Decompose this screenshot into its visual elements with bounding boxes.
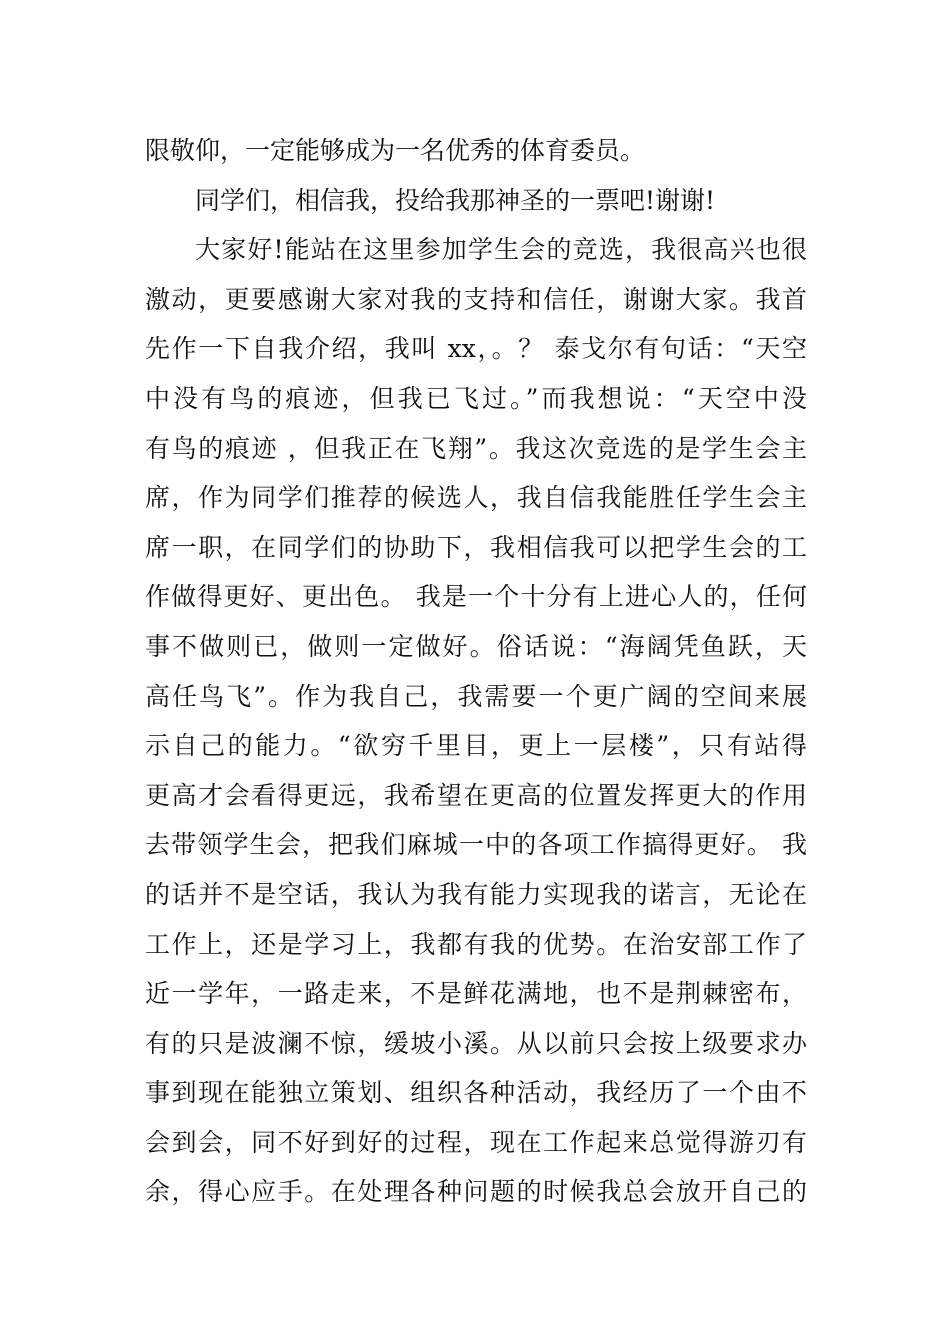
text-line-12: 高任鸟飞”。作为我自己，我需要一个更广阔的空间来展 — [145, 681, 807, 711]
text-line-2: 同学们，相信我，投给我那神圣的一票吧!谢谢! — [195, 185, 716, 215]
text-line-21: 会到会，同不好到好的过程，现在工作起来总觉得游刃有 — [145, 1127, 807, 1157]
text-line-17: 工作上，还是学习上，我都有我的优势。在治安部工作了 — [145, 929, 807, 959]
text-line-22: 余，得心应手。在处理各种问题的时候我总会放开自己的 — [145, 1177, 807, 1207]
text-line-6: 中没有鸟的痕迹，但我已飞过。”而我想说：“天空中没 — [145, 383, 807, 413]
text-line-20: 事到现在能独立策划、组织各种活动，我经历了一个由不 — [145, 1078, 807, 1108]
text-line-18: 近一学年，一路走来，不是鲜花满地，也不是荆棘密布， — [145, 979, 807, 1009]
text-line-10: 作做得更好、更出色。 我是一个十分有上进心人的，任何 — [145, 582, 807, 612]
text-line-5: 先作一下自我介绍，我叫 xx，。？ 泰戈尔有句话：“天空 — [145, 334, 807, 364]
text-line-19: 有的只是波澜不惊，缓坡小溪。从以前只会按上级要求办 — [145, 1028, 807, 1058]
text-line-9: 席一职，在同学们的协助下，我相信我可以把学生会的工 — [145, 532, 807, 562]
text-line-7: 有鸟的痕迹 ，但我正在飞翔”。我这次竞选的是学生会主 — [145, 433, 807, 463]
text-line-1: 限敬仰，一定能够成为一名优秀的体育委员。 — [145, 136, 646, 165]
text-line-13: 示自己的能力。“欲穷千里目，更上一层楼”，只有站得 — [145, 731, 807, 761]
text-line-8: 席，作为同学们推荐的候选人，我自信我能胜任学生会主 — [145, 483, 807, 513]
text-line-3: 大家好!能站在这里参加学生会的竞选，我很高兴也很 — [195, 235, 807, 265]
body-text — [145, 126, 807, 1217]
text-line-14: 更高才会看得更远，我希望在更高的位置发挥更大的作用 — [145, 780, 807, 810]
text-line-16: 的话并不是空话，我认为我有能力实现我的诺言，无论在 — [145, 879, 807, 909]
text-line-11: 事不做则已，做则一定做好。俗话说：“海阔凭鱼跃，天 — [145, 631, 807, 661]
text-line-4: 激动，更要感谢大家对我的支持和信任，谢谢大家。我首 — [145, 284, 807, 314]
text-line-15: 去带领学生会，把我们麻城一中的各项工作搞得更好。 我 — [145, 830, 807, 860]
